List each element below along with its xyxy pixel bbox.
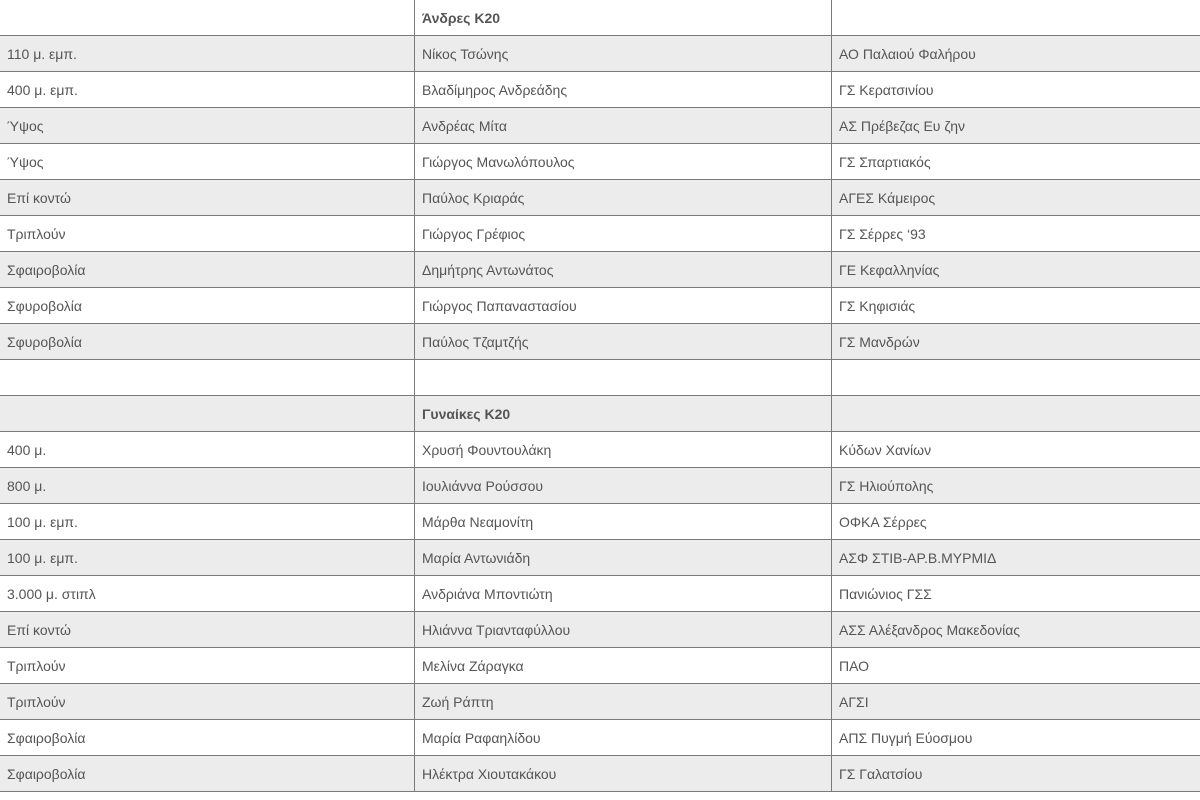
table-row [0, 468, 1200, 504]
athlete-cell: Δημήτρης Αντωνάτος [415, 252, 832, 288]
athlete-cell: Ιουλιάννα Ρούσσου [415, 468, 832, 504]
club-cell: ΑΓΕΣ Κάμειρος [832, 180, 1200, 216]
athlete-cell: Ανδρέας Μίτα [415, 108, 832, 144]
event-cell: 100 μ. εμπ. [0, 540, 415, 576]
club-cell: ΓΣ Σπαρτιακός [832, 144, 1200, 180]
club-cell: ΑΟ Παλαιού Φαλήρου [832, 36, 1200, 72]
empty-cell [832, 360, 1200, 396]
club-cell: ΓΣ Κηφισιάς [832, 288, 1200, 324]
table-row [0, 720, 1200, 756]
athlete-cell: Παύλος Κριαράς [415, 180, 832, 216]
event-cell: Σφαιροβολία [0, 252, 415, 288]
table-row [0, 144, 1200, 180]
empty-cell [0, 0, 415, 36]
empty-cell [832, 0, 1200, 36]
club-cell: ΑΣΣ Αλέξανδρος Μακεδονίας [832, 612, 1200, 648]
event-cell: Ύψος [0, 108, 415, 144]
athlete-cell: Ανδριάνα Μποντιώτη [415, 576, 832, 612]
table-row [0, 72, 1200, 108]
event-cell: 800 μ. [0, 468, 415, 504]
athlete-cell: Μάρθα Νεαμονίτη [415, 504, 832, 540]
event-cell: 3.000 μ. στιπλ [0, 576, 415, 612]
club-cell: ΠΑΟ [832, 648, 1200, 684]
club-cell: ΑΣ Πρέβεζας Ευ ζην [832, 108, 1200, 144]
club-cell: ΟΦΚΑ Σέρρες [832, 504, 1200, 540]
club-cell: ΑΠΣ Πυγμή Εύοσμου [832, 720, 1200, 756]
athlete-cell: Νίκος Τσώνης [415, 36, 832, 72]
empty-cell [415, 360, 832, 396]
athlete-cell: Γιώργος Γρέφιος [415, 216, 832, 252]
section-heading-row [0, 0, 1200, 36]
athlete-cell: Βλαδίμηρος Ανδρεάδης [415, 72, 832, 108]
club-cell: Πανιώνιος ΓΣΣ [832, 576, 1200, 612]
athlete-cell: Ηλιάννα Τριανταφύλλου [415, 612, 832, 648]
club-cell: ΓΣ Μανδρών [832, 324, 1200, 360]
table-row [0, 216, 1200, 252]
empty-cell [832, 396, 1200, 432]
event-cell: Σφυροβολία [0, 288, 415, 324]
athlete-cell: Ηλέκτρα Χιουτακάκου [415, 756, 832, 792]
athlete-cell: Χρυσή Φουντουλάκη [415, 432, 832, 468]
club-cell: Κύδων Χανίων [832, 432, 1200, 468]
event-cell: Σφαιροβολία [0, 756, 415, 792]
club-cell: ΑΣΦ ΣΤΙΒ-ΑΡ.Β.ΜΥΡΜΙΔ [832, 540, 1200, 576]
event-cell: 100 μ. εμπ. [0, 504, 415, 540]
club-cell: ΑΓΣΙ [832, 684, 1200, 720]
club-cell: ΓΣ Σέρρες ‘93 [832, 216, 1200, 252]
table-row [0, 36, 1200, 72]
club-cell: ΓΣ Γαλατσίου [832, 756, 1200, 792]
table-row [0, 180, 1200, 216]
table-row [0, 432, 1200, 468]
empty-cell [0, 360, 415, 396]
table-row [0, 684, 1200, 720]
club-cell: ΓΣ Ηλιούπολης [832, 468, 1200, 504]
empty-cell [0, 396, 415, 432]
event-cell: 110 μ. εμπ. [0, 36, 415, 72]
event-cell: 400 μ. εμπ. [0, 72, 415, 108]
table-row [0, 252, 1200, 288]
table-row [0, 540, 1200, 576]
spacer-row [0, 360, 1200, 396]
table-row [0, 576, 1200, 612]
table-row [0, 108, 1200, 144]
club-cell: ΓΕ Κεφαλληνίας [832, 252, 1200, 288]
club-cell: ΓΣ Κερατσινίου [832, 72, 1200, 108]
event-cell: 400 μ. [0, 432, 415, 468]
athlete-cell: Μαρία Αντωνιάδη [415, 540, 832, 576]
table-row [0, 648, 1200, 684]
athlete-cell: Γιώργος Μανωλόπουλος [415, 144, 832, 180]
event-cell: Τριπλούν [0, 684, 415, 720]
athlete-cell: Γιώργος Παπαναστασίου [415, 288, 832, 324]
table-row [0, 288, 1200, 324]
event-cell: Σφαιροβολία [0, 720, 415, 756]
event-cell: Τριπλούν [0, 648, 415, 684]
event-cell: Επί κοντώ [0, 180, 415, 216]
event-cell: Τριπλούν [0, 216, 415, 252]
table-row [0, 504, 1200, 540]
table-row [0, 324, 1200, 360]
event-cell: Σφυροβολία [0, 324, 415, 360]
athlete-cell: Ζωή Ράπτη [415, 684, 832, 720]
athlete-cell: Μελίνα Ζάραγκα [415, 648, 832, 684]
section-heading-row [0, 396, 1200, 432]
section-heading: Άνδρες Κ20 [415, 0, 832, 36]
section-heading: Γυναίκες Κ20 [415, 396, 832, 432]
table-row [0, 612, 1200, 648]
event-cell: Ύψος [0, 144, 415, 180]
table-row [0, 756, 1200, 792]
athlete-cell: Παύλος Τζαμτζής [415, 324, 832, 360]
event-cell: Επί κοντώ [0, 612, 415, 648]
athlete-cell: Μαρία Ραφαηλίδου [415, 720, 832, 756]
